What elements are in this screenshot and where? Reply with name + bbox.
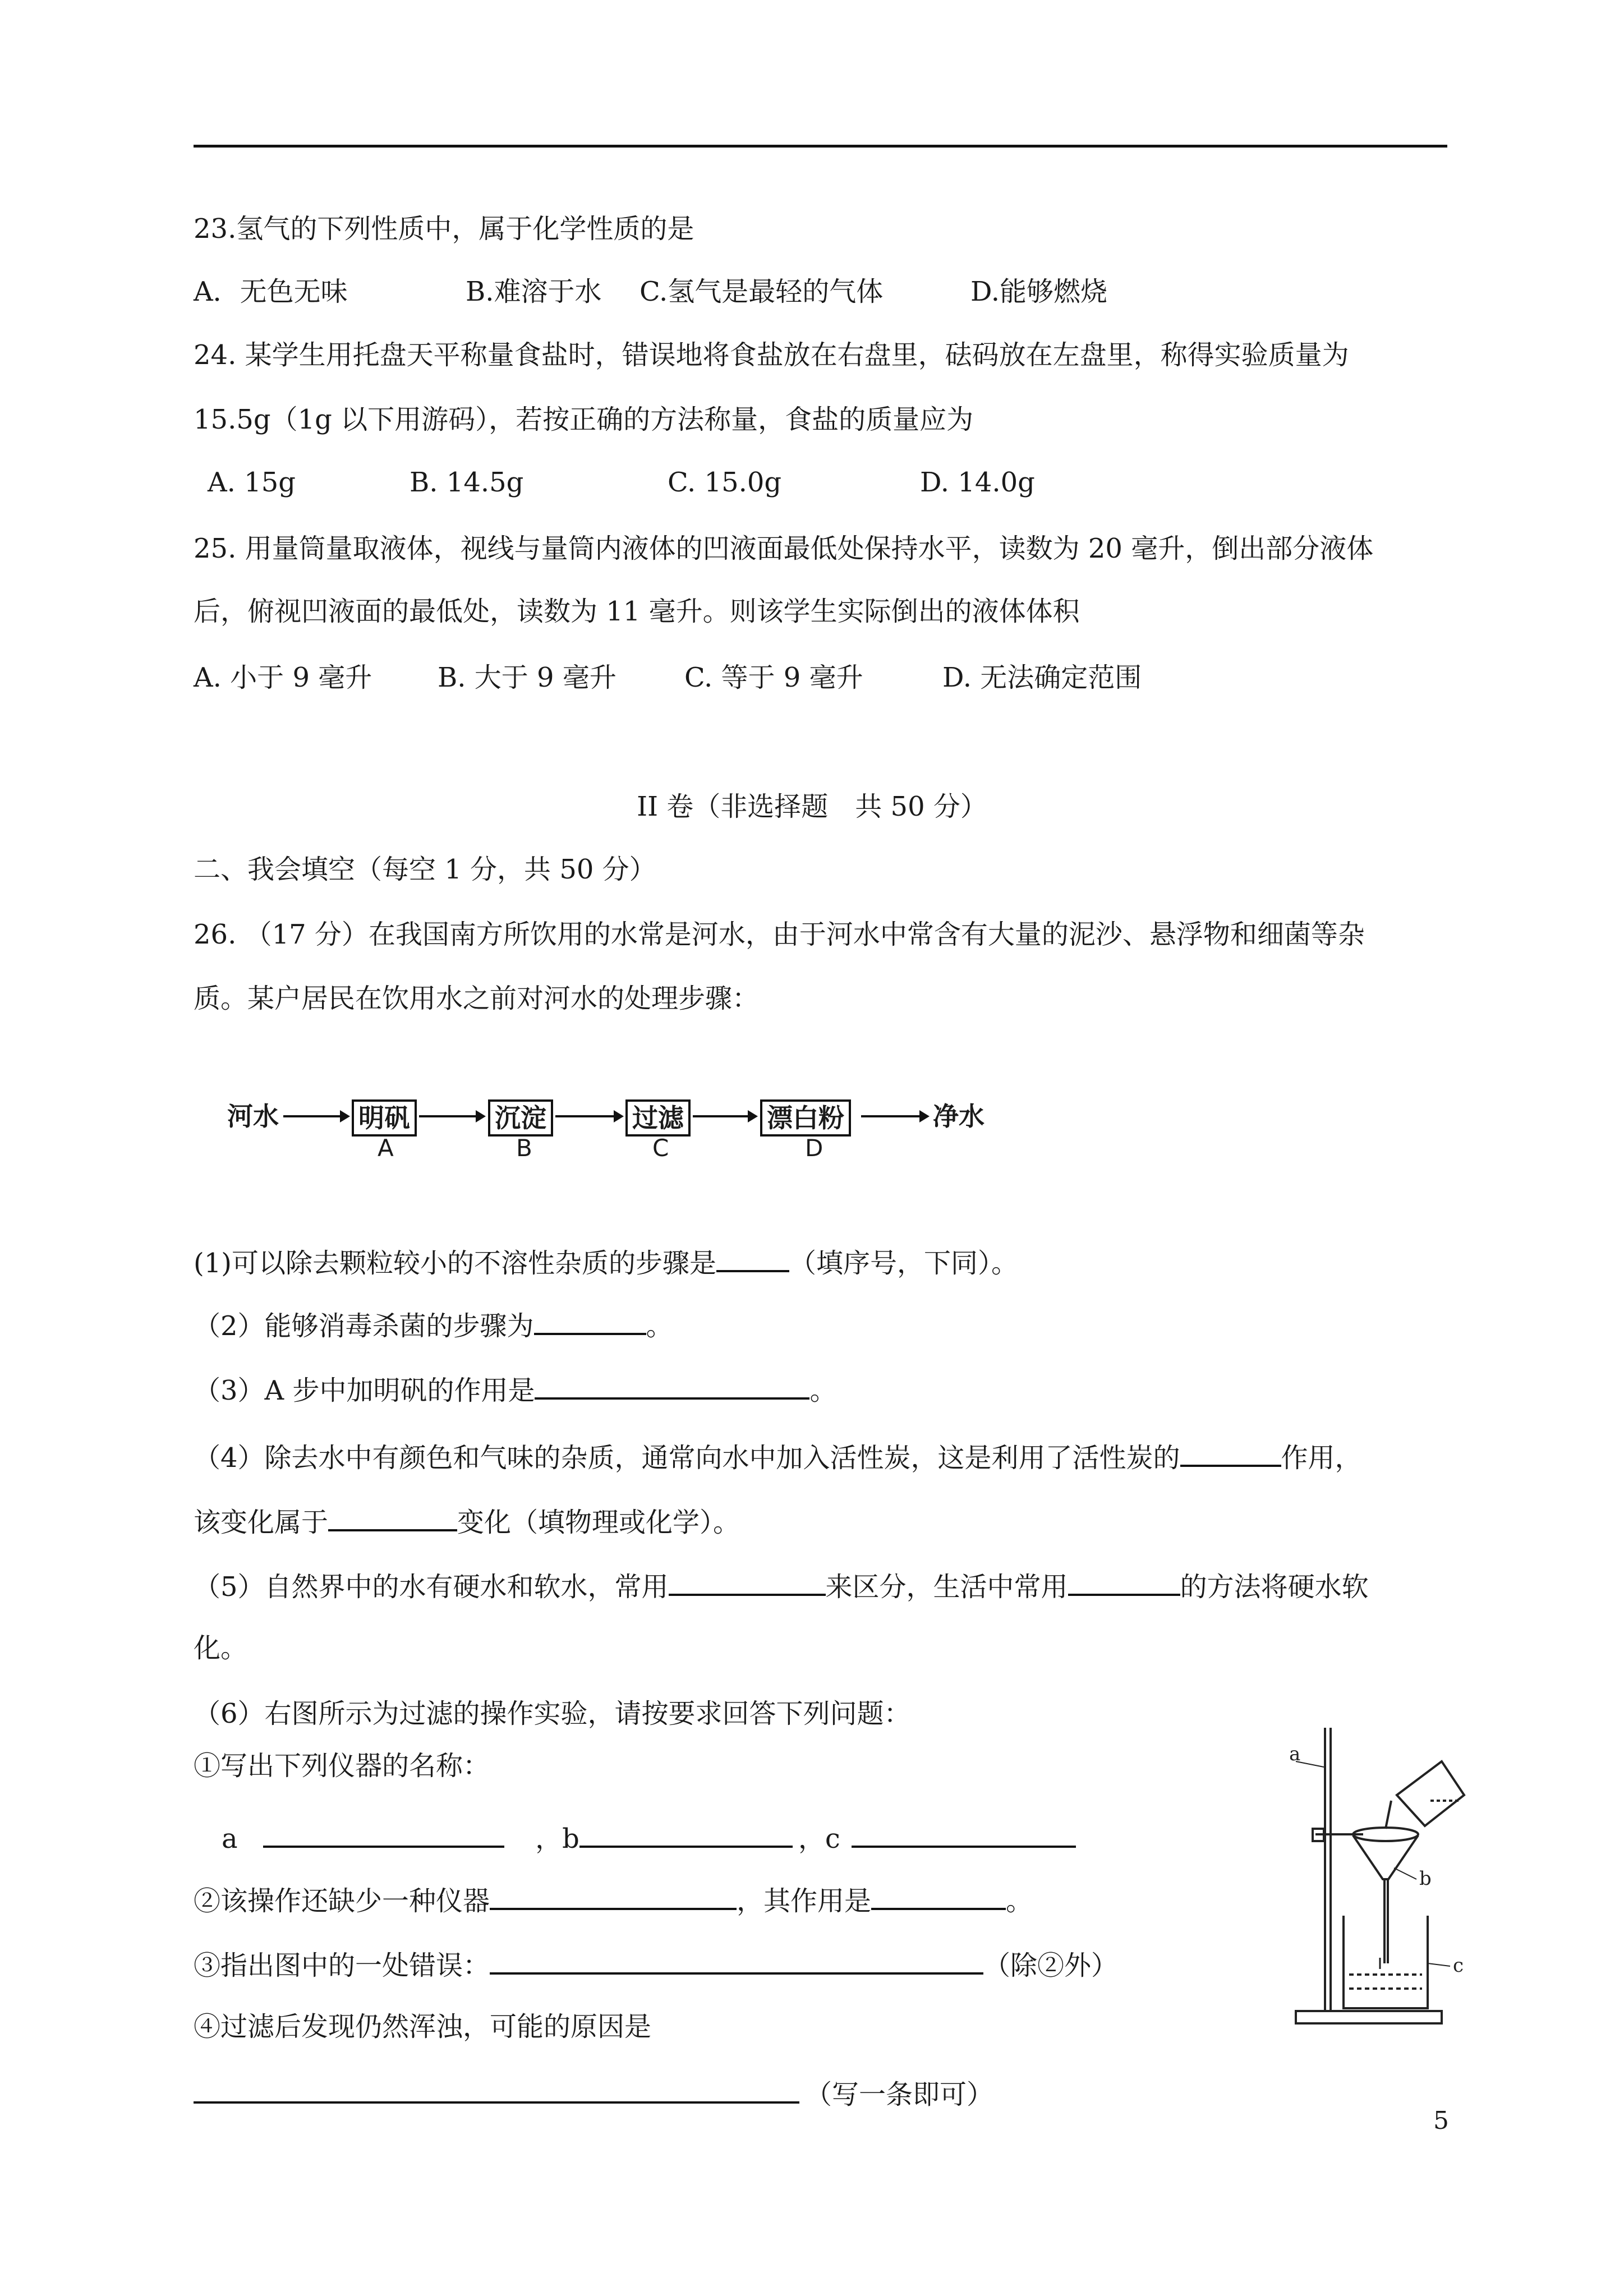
q24-option-a: A. 15g — [208, 467, 296, 498]
q26-sub2-text-mid: ，其作用是 — [737, 1885, 872, 1917]
q25-option-a: A. 小于 9 毫升 — [194, 662, 372, 693]
q26-part3-blank[interactable] — [535, 1372, 809, 1400]
water-treatment-flow — [227, 1099, 1069, 1189]
q26-part2-text-after: 。 — [646, 1310, 673, 1342]
flow-step-a: 明矾 — [352, 1099, 417, 1137]
q24-option-c: C. 15.0g — [668, 467, 782, 498]
q26-sub1-label-b: ，b — [535, 1823, 579, 1855]
q26-part4b — [194, 1503, 740, 1539]
q23-option-c: C.氢气是最轻的气体 — [640, 276, 884, 307]
q26-part5b: 化。 — [194, 1632, 248, 1664]
q25-option-b: B. 大于 9 毫升 — [438, 662, 617, 693]
flow-arrow — [555, 1115, 622, 1117]
header-rule — [194, 145, 1447, 148]
flow-step-c-label: C — [652, 1134, 669, 1162]
q26-part4 — [194, 1439, 1362, 1475]
q26-sub2-text: ②该操作还缺少一种仪器 — [194, 1885, 490, 1917]
q24-option-b: B. 14.5g — [410, 467, 524, 498]
q26-sub1-label-c: ，c — [798, 1823, 840, 1855]
q26-sub1-blank-b[interactable] — [579, 1820, 793, 1848]
flow-step-b-label: B — [516, 1134, 532, 1162]
q26-part4b-text-after: 变化（填物理或化学）。 — [457, 1507, 740, 1538]
filtration-apparatus-figure — [1290, 1717, 1470, 2031]
q26-part3-text-after: 。 — [809, 1375, 837, 1406]
q26-part5-text: （5）自然界中的水有硬水和软水，常用 — [194, 1571, 669, 1603]
q25-option-c: C. 等于 9 毫升 — [684, 662, 863, 693]
q23-stem: 23.氢气的下列性质中，属于化学性质的是 — [194, 213, 694, 245]
filtration-diagram — [1290, 1717, 1470, 2031]
flow-arrow — [693, 1115, 756, 1117]
q23-option-a: A．无色无味 — [194, 276, 348, 307]
figure-label-a: a — [1290, 1743, 1301, 1765]
q26-part5-text-mid: 来区分，生活中常用 — [825, 1571, 1068, 1603]
flow-arrow — [283, 1115, 348, 1117]
q26-part3-text: （3）A 步中加明矾的作用是 — [194, 1375, 535, 1406]
q26-sub3-text: ③指出图中的一处错误： — [194, 1950, 490, 1981]
q26-sub2-blank2[interactable] — [871, 1882, 1006, 1910]
q26-sub2-text-after: 。 — [1006, 1885, 1033, 1917]
q26-sub1: ①写出下列仪器的名称： — [194, 1750, 490, 1782]
q26-part1 — [194, 1244, 1018, 1280]
q26-sub4: ④过滤后发现仍然浑浊，可能的原因是 — [194, 2011, 652, 2042]
q26-sub2 — [194, 1882, 1033, 1918]
q26-part4-blank[interactable] — [1180, 1439, 1281, 1467]
q26-part5-blank2[interactable] — [1068, 1568, 1180, 1596]
q26-part1-blank[interactable] — [716, 1244, 789, 1272]
q26-part6: （6）右图所示为过滤的操作实验，请按要求回答下列问题： — [194, 1698, 911, 1729]
flow-end: 净水 — [933, 1101, 984, 1131]
q26-stem-line2: 质。某户居民在饮用水之前对河水的处理步骤： — [194, 983, 760, 1014]
q23-option-b: B.难溶于水 — [466, 276, 602, 307]
q26-part3 — [194, 1372, 836, 1407]
q26-part2-blank[interactable] — [534, 1307, 646, 1335]
q25-stem-line1: 25. 用量筒量取液体，视线与量筒内液体的凹液面最低处保持水平，读数为 20 毫升，倒出部分液体 — [194, 533, 1374, 564]
q26-sub1-label-a: a — [222, 1823, 238, 1855]
q26-part5 — [194, 1568, 1369, 1604]
part-heading: 二、我会填空（每空 1 分，共 50 分） — [194, 854, 656, 885]
q26-sub4-text-after: （写一条即可） — [805, 2079, 994, 2110]
q26-part4-text-after: 作用， — [1281, 1442, 1362, 1474]
q26-part2 — [194, 1307, 673, 1343]
q24-stem-line2: 15.5g（1g 以下用游码），若按正确的方法称量，食盐的质量应为 — [194, 404, 974, 435]
flow-step-c: 过滤 — [625, 1099, 691, 1137]
q26-sub3 — [194, 1947, 1118, 1982]
figure-label-c: c — [1453, 1954, 1464, 1977]
figure-label-b: b — [1419, 1867, 1432, 1890]
q26-sub1-blank-a[interactable] — [263, 1820, 504, 1848]
q23-option-d: D.能够燃烧 — [970, 276, 1108, 307]
q26-part1-text: (1)可以除去颗粒较小的不溶性杂质的步骤是 — [194, 1248, 716, 1279]
q26-part5-blank1[interactable] — [669, 1568, 826, 1596]
q26-part2-text: （2）能够消毒杀菌的步骤为 — [194, 1310, 534, 1342]
q26-sub1-blank-c[interactable] — [852, 1820, 1076, 1848]
flow-arrow — [861, 1115, 927, 1117]
q25-option-d: D. 无法确定范围 — [942, 662, 1142, 693]
q26-part4b-blank[interactable] — [328, 1503, 457, 1531]
q26-sub1-fill — [222, 1820, 1076, 1856]
q24-option-d: D. 14.0g — [920, 467, 1035, 498]
q25-stem-line2: 后，俯视凹液面的最低处，读数为 11 毫升。则该学生实际倒出的液体体积 — [194, 596, 1080, 627]
q26-part5-text-after: 的方法将硬水软 — [1180, 1571, 1369, 1603]
flow-arrow — [419, 1115, 484, 1117]
q24-stem-line1: 24. 某学生用托盘天平称量食盐时，错误地将食盐放在右盘里，砝码放在左盘里，称得实验质量为 — [194, 339, 1349, 371]
q26-part1-text-after: （填序号，下同）。 — [789, 1248, 1019, 1279]
q26-stem-line1: 26. （17 分）在我国南方所饮用的水常是河水，由于河水中常含有大量的泥沙、悬浮物和细菌等杂 — [194, 919, 1365, 950]
q26-sub4-fill — [194, 2076, 993, 2111]
q26-sub4-blank[interactable] — [194, 2076, 799, 2104]
flow-step-b: 沉淀 — [488, 1099, 553, 1137]
flow-step-d: 漂白粉 — [760, 1099, 851, 1137]
q26-sub3-blank[interactable] — [490, 1947, 983, 1975]
q26-sub2-blank1[interactable] — [490, 1882, 737, 1910]
q26-part4b-text: 该变化属于 — [194, 1507, 329, 1538]
flow-step-a-label: A — [378, 1134, 394, 1162]
flow-step-d-label: D — [805, 1134, 823, 1162]
q26-part4-text: （4）除去水中有颜色和气味的杂质，通常向水中加入活性炭，这是利用了活性炭的 — [194, 1442, 1180, 1474]
page-number: 5 — [1433, 2106, 1449, 2135]
flow-start: 河水 — [227, 1101, 279, 1131]
section-title: II 卷（非选择题 共 50 分） — [637, 791, 987, 822]
q26-sub3-text-after: （除②外） — [983, 1950, 1119, 1981]
